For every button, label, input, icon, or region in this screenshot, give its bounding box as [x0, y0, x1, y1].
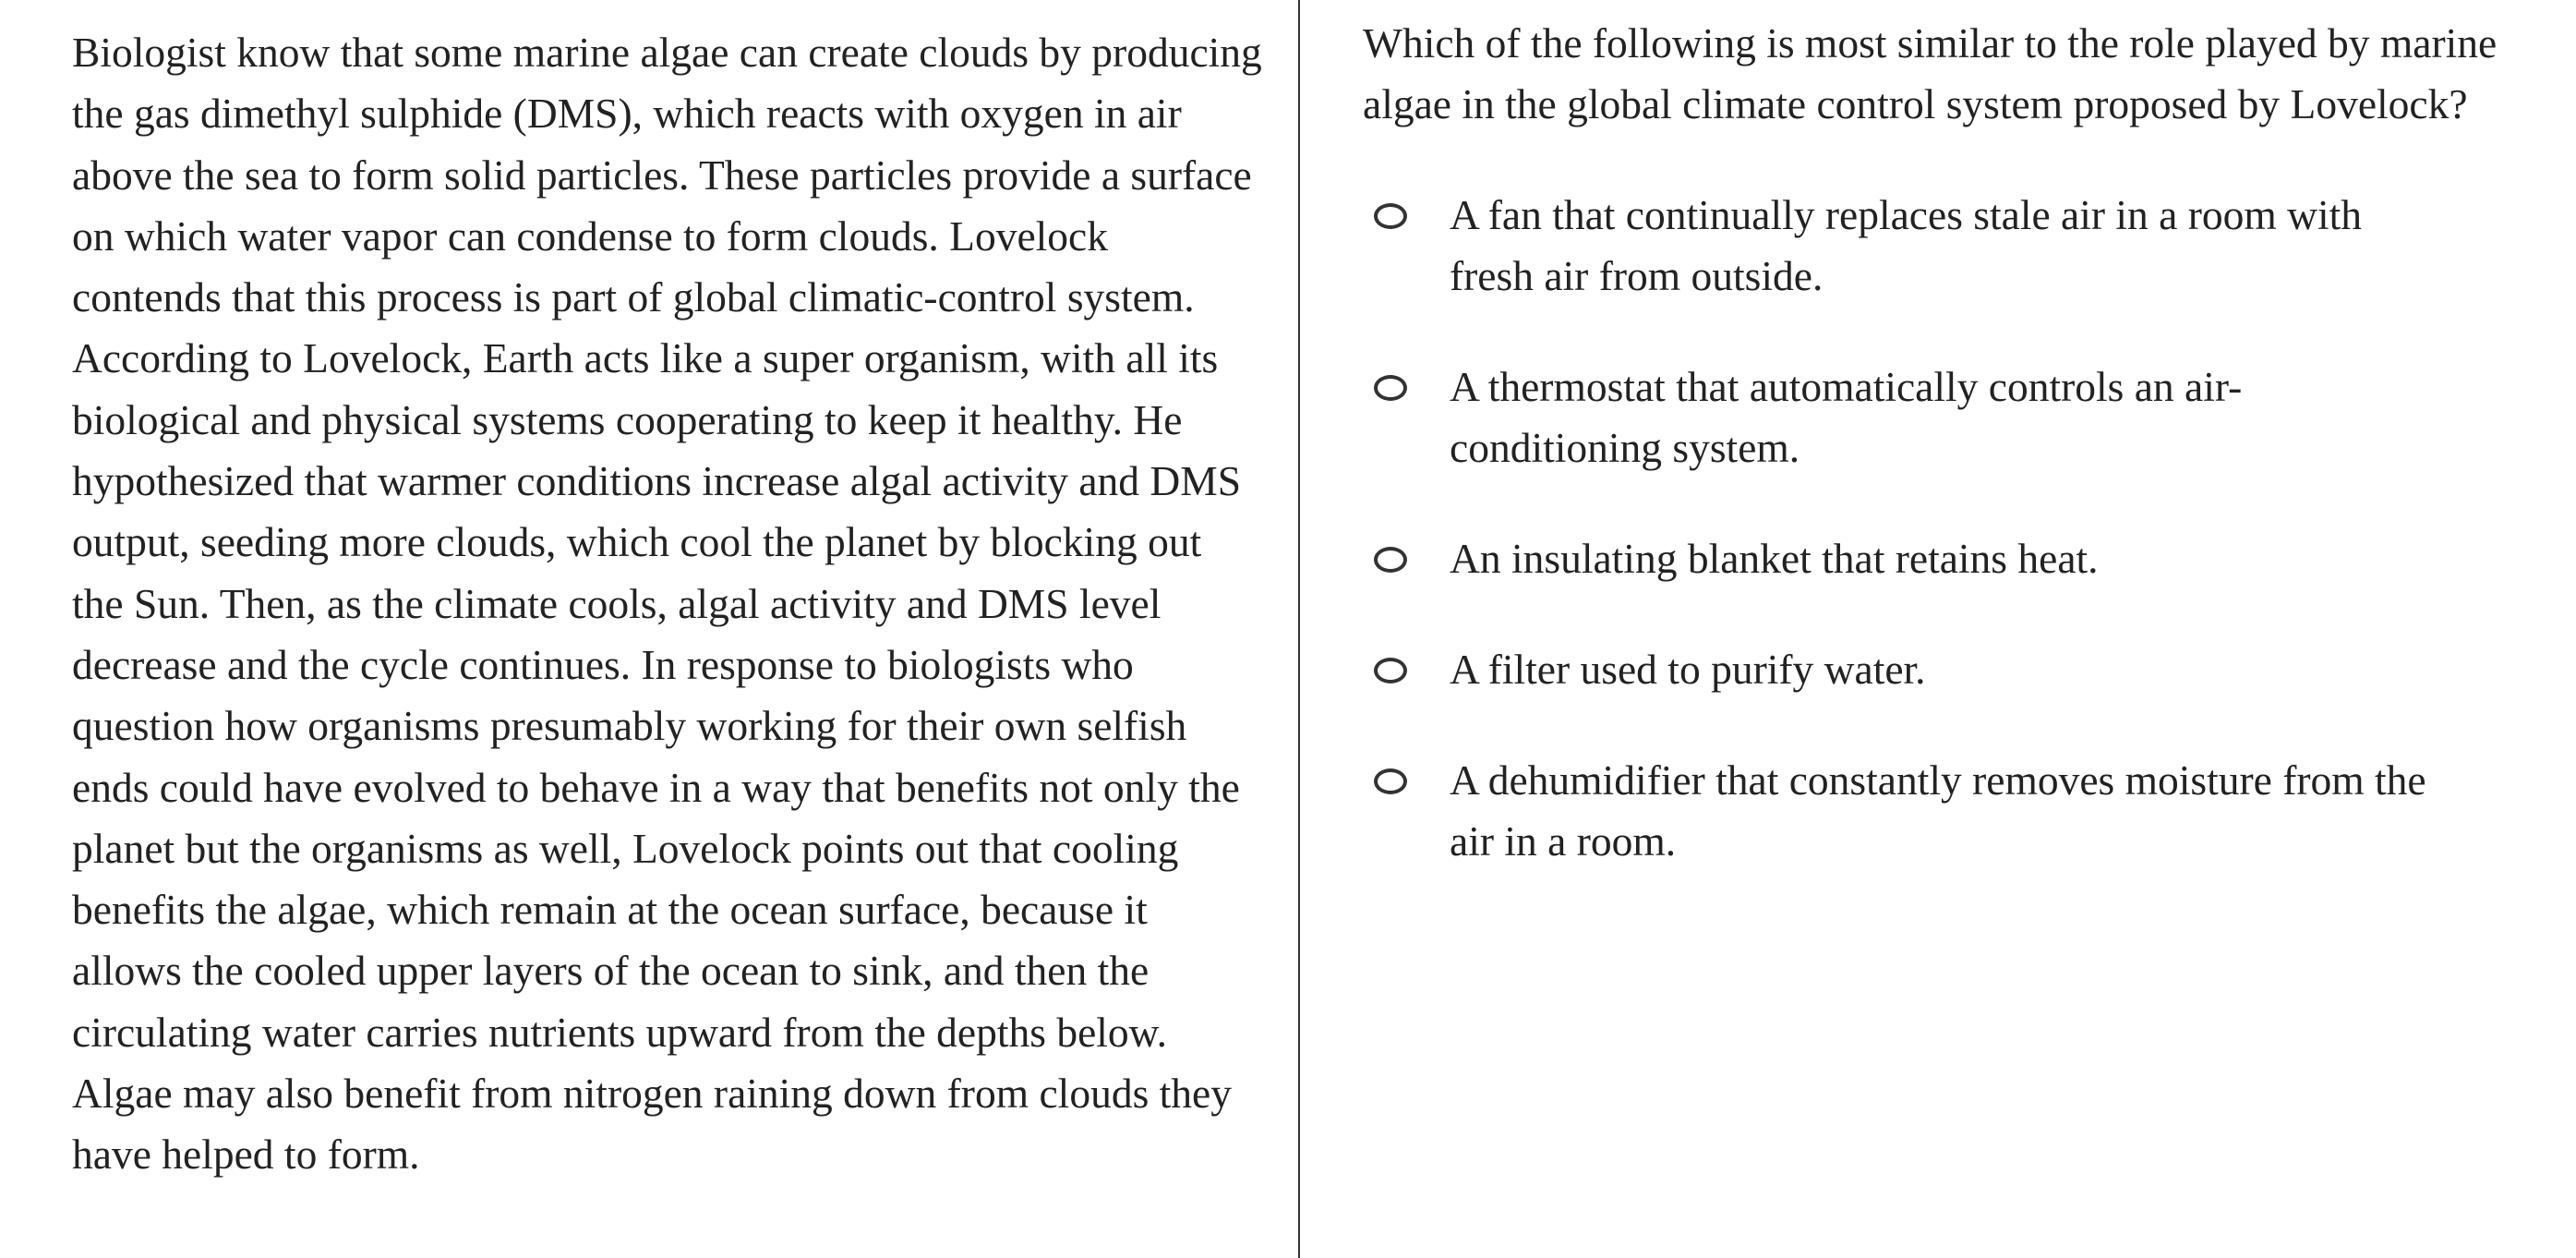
answer-option-label[interactable]: A fan that continually replaces stale air in a room with fresh air from outside. [1450, 191, 2363, 299]
radio-button-2[interactable] [1374, 375, 1407, 401]
passage-text: Biologist know that some marine algae can create clouds by producing the gas dimethyl sulphide (DMS), which reacts with oxygen in air above the sea to form solid particles. These particles provide a surface on which water vapor can condense to form clouds. Lovelock contends that this process is part of global climatic-control system. According to Lovelock, Earth acts like a super organism, with all its biological and physical systems cooperating to keep it healthy. He hypothesized that warmer conditions increase algal activity and DMS output, seeding more clouds, which cool the planet by blocking out the Sun. Then, as the climate cools, algal activity and DMS level decrease and the cycle continues. In response to biologists who question how organisms presumably working for their own selfish ends could have evolved to behave in a way that benefits not only the planet but the organisms as well, Lovelock points out that cooling benefits the algae, which remain at the ocean surface, because it allows the cooled upper layers of the ocean to sink, and then the circulating water carries nutrients upward from the depths below. Algae may also benefit from nitrogen raining down from clouds they have helped to form. [72, 29, 1262, 1179]
answer-option-4[interactable] [1363, 639, 2558, 700]
question-stem: Which of the following is most similar to the role played by marine algae in the global climate control system proposed by Lovelock? [1363, 19, 2498, 127]
radio-button-1[interactable] [1374, 203, 1407, 229]
answer-option-1[interactable] [1363, 185, 2558, 307]
question-pane [1300, 0, 2576, 1258]
answer-option-label[interactable]: A dehumidifier that constantly removes moisture from the air in a room. [1450, 756, 2426, 865]
answer-options [1363, 185, 2558, 922]
answer-option-label[interactable]: An insulating blanket that retains heat. [1450, 535, 2099, 582]
radio-button-3[interactable] [1374, 547, 1407, 573]
answer-option-label[interactable]: A thermostat that automatically controls an air-conditioning system. [1450, 363, 2243, 471]
answer-option-5[interactable] [1363, 750, 2558, 872]
answer-option-3[interactable] [1363, 528, 2558, 589]
radio-button-4[interactable] [1374, 658, 1407, 683]
answer-option-2[interactable] [1363, 357, 2558, 478]
answer-option-label[interactable]: A filter used to purify water. [1450, 646, 1926, 693]
radio-button-5[interactable] [1374, 768, 1407, 794]
